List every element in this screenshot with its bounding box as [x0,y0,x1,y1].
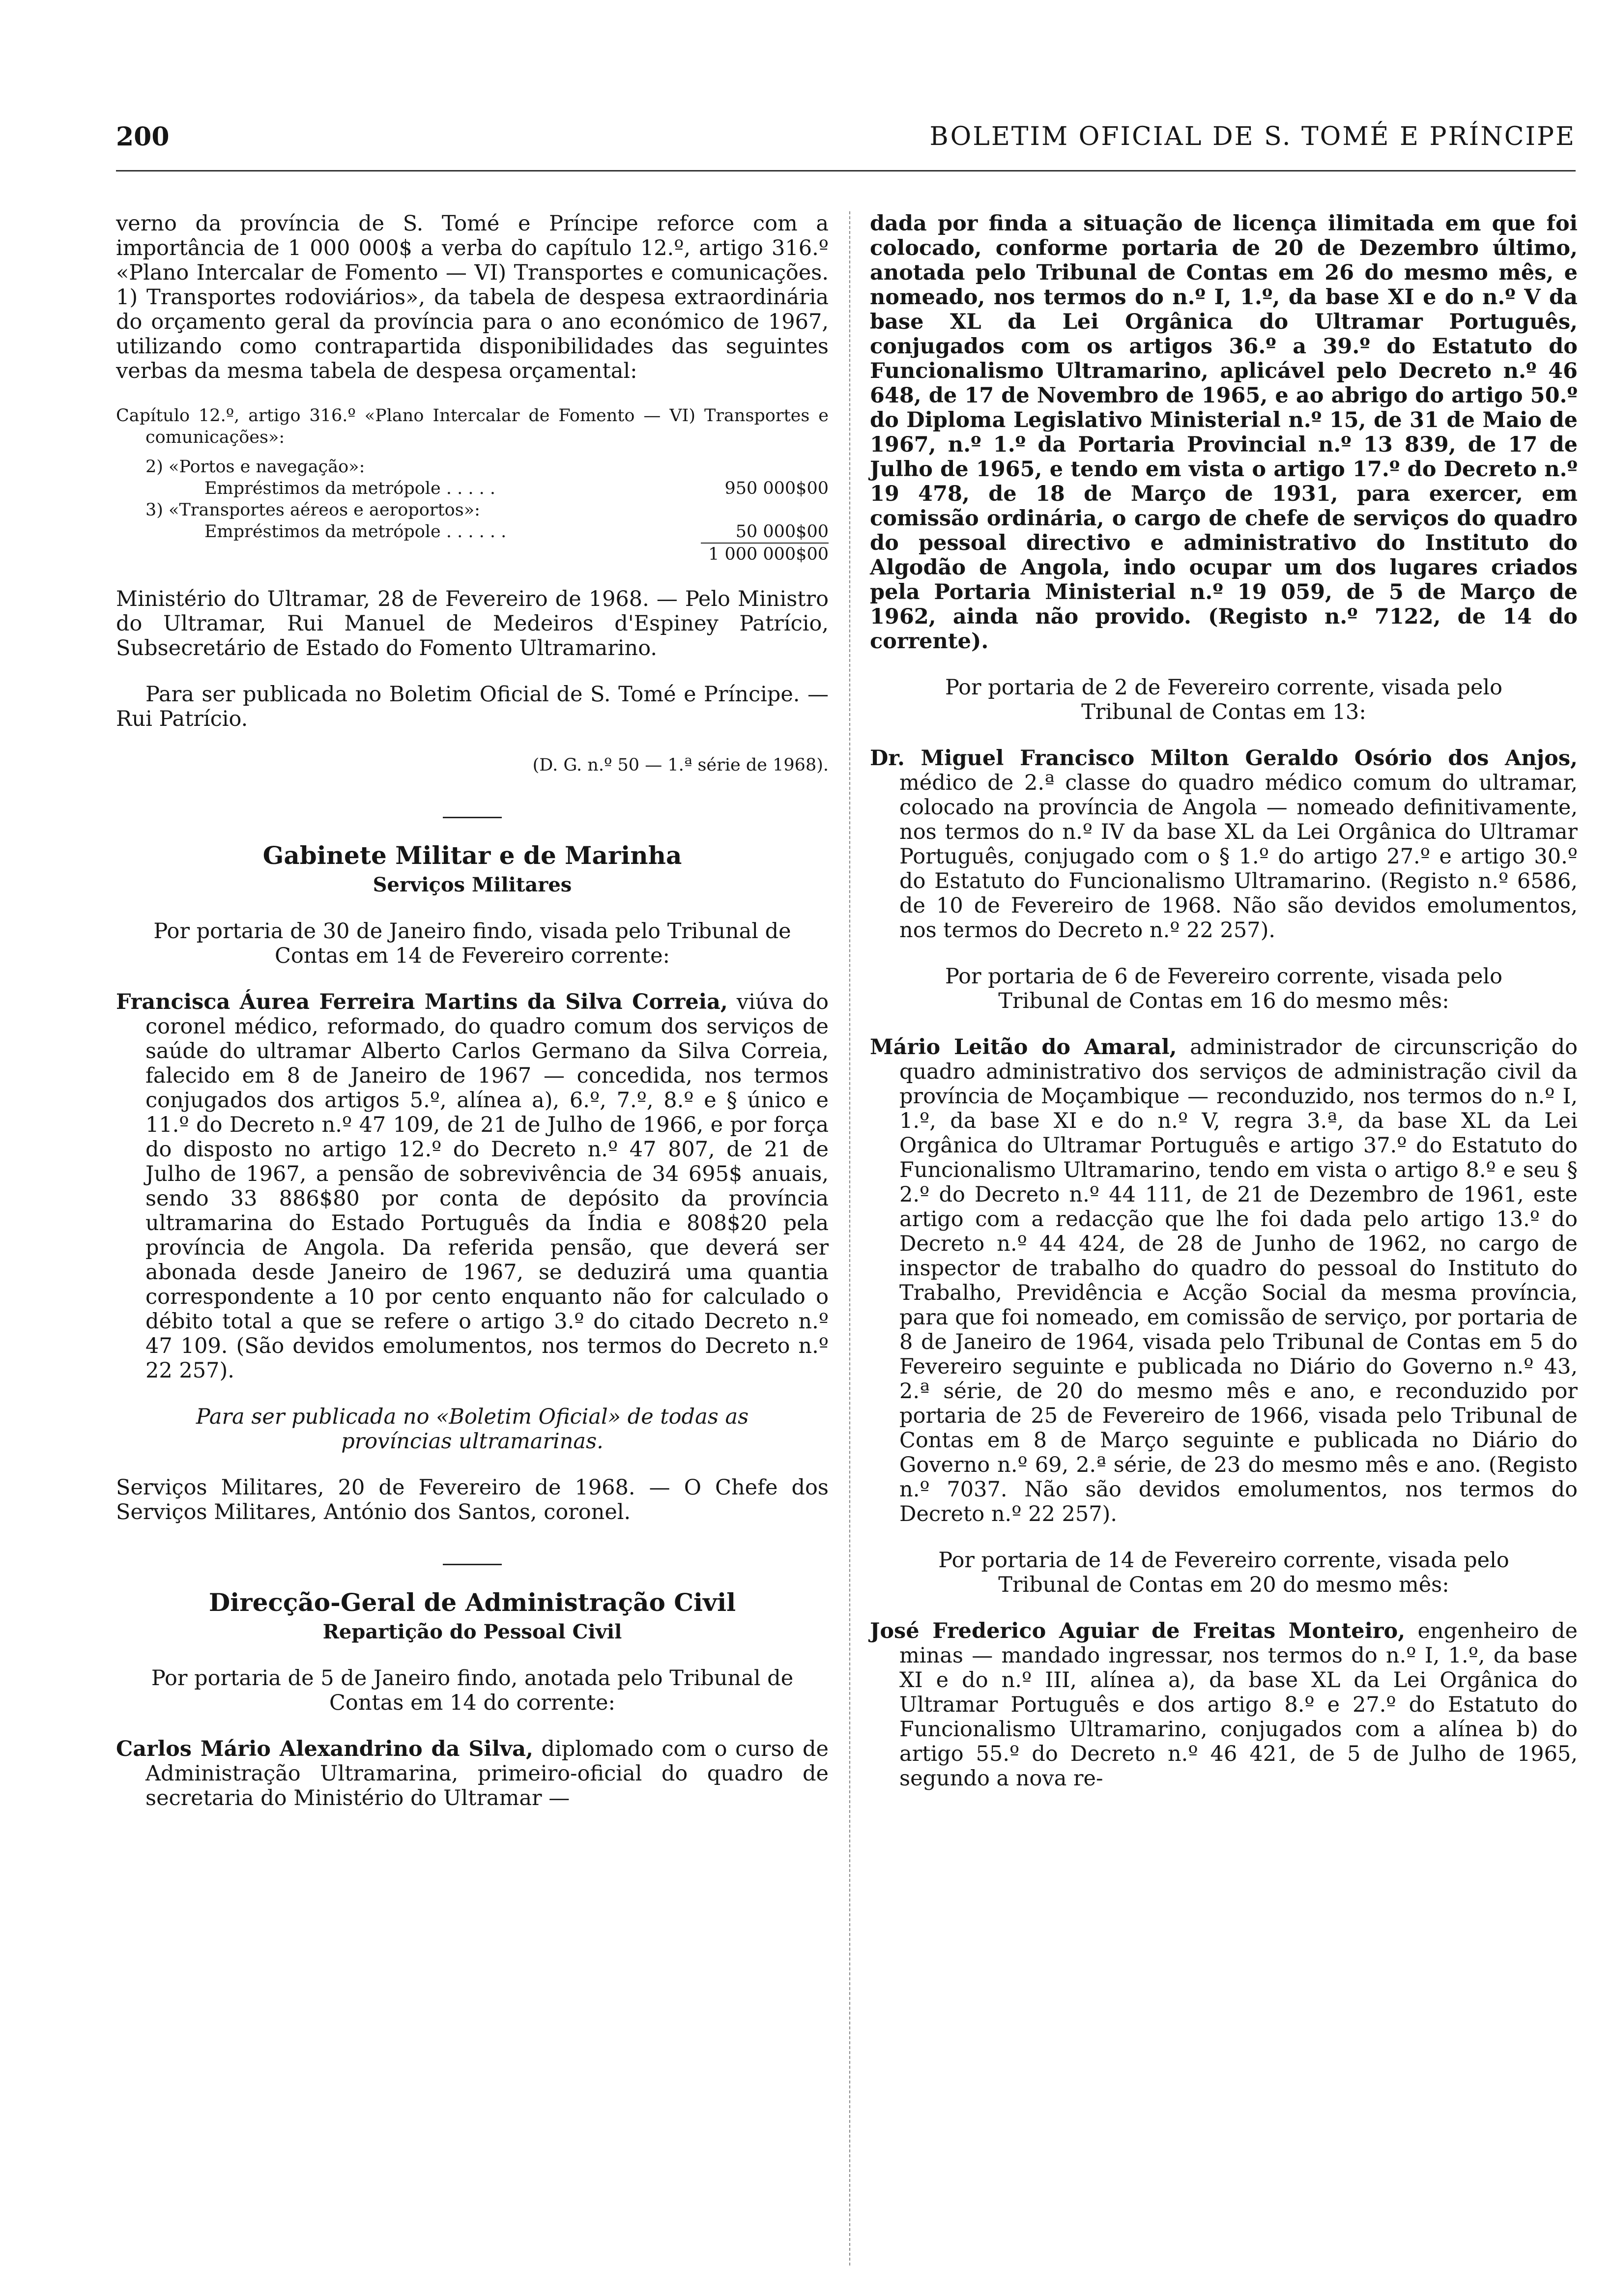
portaria-intro: Por portaria de 2 de Fevereiro corrente, visada pelo Tribunal de Contas em 13: [945,675,1503,724]
section-title: Gabinete Militar e de Marinha [262,841,682,870]
page-header [116,122,1576,166]
paragraph: verno da província de S. Tomé e Príncipe reforce com a importância de 1 000 000$ a verba do capítulo 12.º, artigo 316.º «Plano Intercalar de Fomento — VI) Transportes e comunicações. 1) Transportes rodoviários», da tabela de despesa extraordinária do orçamento geral da província para o ano económico de 1967, utilizando como contrapartida disponibilidades das seguintes verbas da mesma tabela de despesa orçamental: [116,211,829,383]
entry [116,990,829,1383]
entry-name: Mário Leitão do Amaral, [870,1035,1177,1060]
budget-line-label: Empréstimos da metrópole . . . . . [204,479,495,498]
right-column [870,211,1578,1812]
entry-name: Carlos Mário Alexandrino da Silva, [116,1737,533,1761]
portaria-intro: Por portaria de 5 de Janeiro findo, anotada pelo Tribunal de Contas em 14 do corrente: [151,1666,794,1715]
left-column [116,211,829,1832]
entry-name: Dr. Miguel Francisco Milton Geraldo Osório dos Anjos, [870,746,1578,771]
header-rule [116,170,1576,172]
budget-line-label: Empréstimos da metrópole . . . . . . [204,522,507,542]
budget-total [116,543,829,565]
budget-table [116,405,829,565]
portaria-intro: Por portaria de 30 de Janeiro findo, visada pelo Tribunal de Contas em 14 de Fevereiro corrente: [153,919,791,968]
publication-note: Para ser publicada no «Boletim Oficial» de todas as províncias ultramarinas. [196,1405,749,1454]
entry [116,1737,829,1810]
section-subtitle: Serviços Militares [373,873,572,896]
budget-line-amount: 950 000$00 [724,479,829,498]
entry-name: Francisca Áurea Ferreira Martins da Silva Correia, [116,990,728,1014]
signature: Ministério do Ultramar, 28 de Fevereiro de 1968. — Pelo Ministro do Ultramar, Rui Manuel de Medeiros d'Espiney Patrício, Subsecretário de Estado do Fomento Ultramarino. [116,587,829,660]
budget-item [116,456,829,478]
entry [870,1619,1578,1791]
budget-item-label: 2) «Portos e navegação»: [145,457,365,477]
budget-item [116,499,829,521]
section-title: Direcção-Geral de Administração Civil [208,1588,736,1617]
budget-line [116,478,829,499]
running-title: BOLETIM OFICIAL DE S. TOMÉ E PRÍNCIPE [929,122,1576,151]
section-subtitle: Repartição do Pessoal Civil [322,1620,622,1643]
entry [870,746,1578,943]
entry [870,1035,1578,1526]
column-divider [849,211,850,2266]
budget-item-label: 3) «Transportes aéreos e aeroportos»: [145,500,480,520]
entry-text: administrador de circunscrição do quadro administrativo dos serviços de administração civil da província de Moçambique — reconduzido, nos termos do n.º I, 1.º, da base XI e do n.º V, regra 3.ª, da base XL da Lei Orgânica do Ultramar Português e artigo 37.º do Estatuto do Funcionalismo Ultramarino, tendo em vista o artigo 8.º e seu § 2.º do Decreto n.º 44 111, de 21 de Dezembro de 1961, este artigo com a redacção que lhe foi dada pelo artigo 13.º do Decreto n.º 44 424, de 28 de Junho de 1962, no cargo de inspector de trabalho do quadro do pessoal do Instituto do Trabalho, Previdência e Acção Social da mesma província, para que foi nomeado, em comissão de serviço, por portaria de 8 de Janeiro de 1964, visada pelo Tribunal de Contas em 5 do Fevereiro seguinte e publicada no Diário do Governo n.º 43, 2.ª série, de 20 do mesmo mês e ano, e reconduzido por portaria de 25 de Fevereiro de 1966, visada pelo Tribunal de Contas em 8 de Março seguinte e publicada no Diário do Governo n.º 69, 2.ª série, de 23 do mesmo mês e ano. (Registo n.º 7037. Não são devidos emolumentos, nos termos do Decreto n.º 22 257). [899,1035,1578,1526]
page-number: 200 [116,122,170,152]
publication-note: Para ser publicada no Boletim Oficial de S. Tomé e Príncipe. — Rui Patrício. [116,682,829,731]
signature: Serviços Militares, 20 de Fevereiro de 1968. — O Chefe dos Serviços Militares, António dos Santos, coronel. [116,1475,829,1524]
entry-text: diplomado com o curso de Administração Ultramarina, primeiro-oficial do quadro de secretaria do Ministério do Ultramar — [145,1737,829,1810]
budget-line-amount: 50 000$00 [735,522,829,542]
portaria-intro: Por portaria de 6 de Fevereiro corrente, visada pelo Tribunal de Contas em 16 do mesmo mês: [945,964,1503,1013]
paragraph: dada por finda a situação de licença ilimitada em que foi colocado, conforme portaria de 20 de Dezembro último, anotada pelo Tribunal de Contas em 26 do mesmo mês, e nomeado, nos termos do n.º I, 1.º, da base XI e do n.º V da base XL da Lei Orgânica do Ultramar Português, conjugados com os artigos 36.º a 39.º do Estatuto do Funcionalismo Ultramarino, aplicável pelo Decreto n.º 46 648, de 17 de Novembro de 1965, e ao abrigo do artigo 50.º do Diploma Legislativo Ministerial n.º 15, de 31 de Maio de 1967, n.º 1.º da Portaria Provincial n.º 13 839, de 17 de Julho de 1965, e tendo em vista o artigo 17.º do Decreto n.º 19 478, de 18 de Março de 1931, para exercer, em comissão ordinária, o cargo de chefe de serviços do quadro do pessoal directivo e administrativo do Instituto do Algodão de Angola, indo ocupar um dos lugares criados pela Portaria Ministerial n.º 19 059, de 5 de Março de 1962, ainda não provido. (Registo n.º 7122, de 14 do corrente). [870,211,1578,654]
entry-text: engenheiro de minas — mandado ingressar, nos termos do n.º I, 1.º, da base XI e do n.º III, alínea a), da base XL da Lei Orgânica do Ultramar Português e dos artigo 8.º e 27.º do Estatuto do Funcionalismo Ultramarino, conjugados com a alínea b) do artigo 55.º do Decreto n.º 46 421, de 5 de Julho de 1965, segundo a nova re- [899,1619,1578,1791]
entry-name: José Frederico Aguiar de Freitas Monteiro, [870,1619,1406,1643]
budget-chapter: Capítulo 12.º, artigo 316.º «Plano Intercalar de Fomento — VI) Transportes e comunicações»: [116,406,829,447]
section-separator [116,799,829,824]
entry-text: viúva do coronel médico, reformado, do quadro comum dos serviços de saúde do ultramar Alberto Carlos Germano da Silva Correia, falecido em 8 de Janeiro de 1967 — concedida, nos termos conjugados dos artigos 5.º, alínea a), 6.º, 7.º, 8.º e § único e 11.º do Decreto n.º 47 109, de 21 de Julho de 1966, e por força do disposto no artigo 12.º do Decreto n.º 47 807, de 21 de Julho de 1967, a pensão de sobrevivência de 34 695$ anuais, sendo 33 886$80 por conta de depósito da província ultramarina do Estado Português da Índia e 808$20 pela província de Angola. Da referida pensão, que deverá ser abonada desde Janeiro de 1967, se deduzirá uma quantia correspondente a 10 por cento enquanto não for calculado o débito total a que se refere o artigo 3.º do citado Decreto n.º 47 109. (São devidos emolumentos, nos termos do Decreto n.º 22 257). [145,990,829,1383]
reference: (D. G. n.º 50 — 1.ª série de 1968). [532,755,829,775]
budget-total-amount: 1 000 000$00 [701,543,829,565]
budget-line [116,521,829,543]
entry-text: médico de 2.ª classe do quadro médico comum do ultramar, colocado na província de Angola — nomeado definitivamente, nos termos do n.º IV da base XL da Lei Orgânica do Ultramar Português, conjugado com o § 1.º do artigo 27.º e artigo 30.º do Estatuto do Funcionalismo Ultramarino. (Registo n.º 6586, de 10 de Fevereiro de 1968. Não são devidos emolumentos, nos termos do Decreto n.º 22 257). [899,771,1578,943]
portaria-intro: Por portaria de 14 de Fevereiro corrente, visada pelo Tribunal de Contas em 20 do mesmo mês: [938,1548,1509,1597]
section-separator [116,1546,829,1571]
